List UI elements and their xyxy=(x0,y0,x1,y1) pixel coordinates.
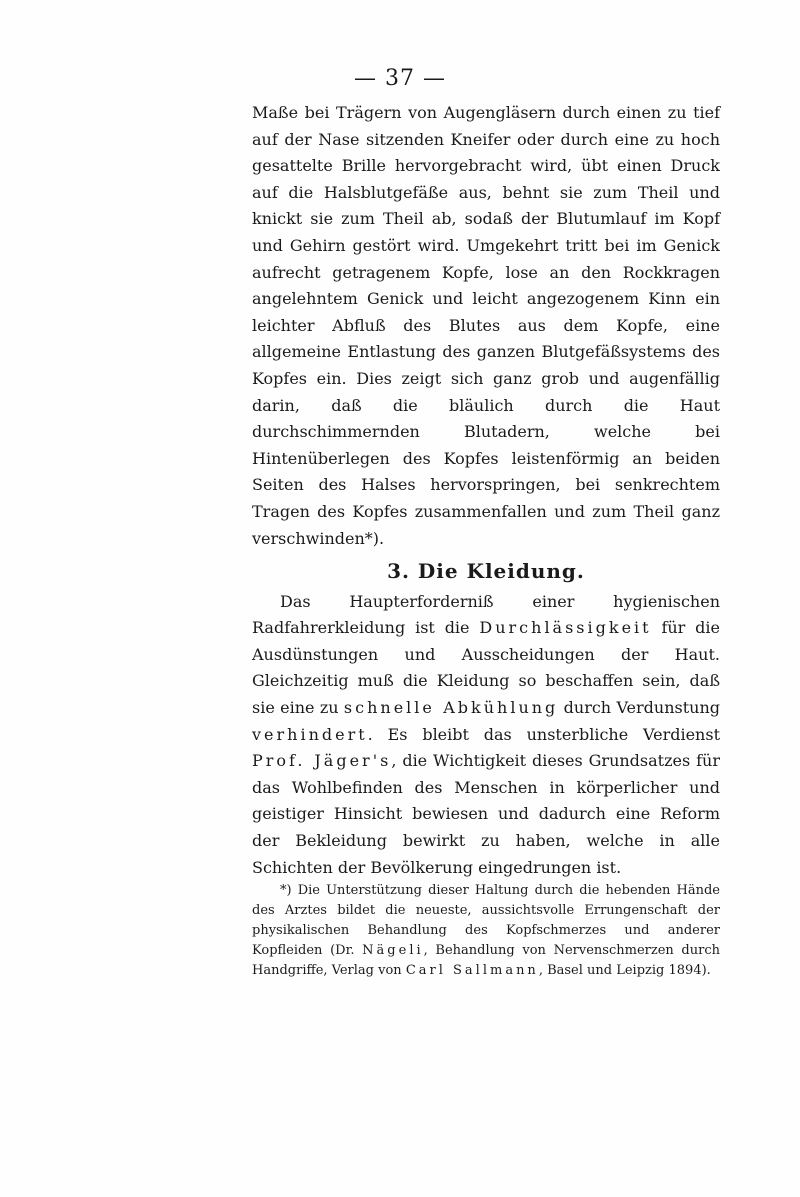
emphasis-schnelle-abkuehlung: schnelle Abkühlung xyxy=(343,698,559,718)
footnote-text: , Basel und Leipzig 1894). xyxy=(538,963,711,979)
text-run: . Es bleibt das unsterbliche Verdienst xyxy=(367,724,720,744)
text-run: durch Verdunstung xyxy=(558,698,720,718)
text-run: für die Ausdünstungen und Ausscheidungen der Haut. Gleichzeitig muß die Kleidung so beschaffen sein, daß sie eine zu xyxy=(252,618,721,718)
footnote-author: Nägeli xyxy=(362,943,424,959)
paragraph-continued: Maße bei Trägern von Augengläsern durch einen zu tief auf der Nase sitzenden Kneifer oder durch eine zu hoch gesattelte Brille hervorgebracht wird, übt einen Druck auf die Halsblutgefäße aus, behnt sie zum Theil und knickt sie zum Theil ab, sodaß der Blutumlauf im Kopf und Gehirn gestört wird. Umgekehrt tritt bei im Genick aufrecht getragenem Kopfe, lose an den Rockkragen angelehntem Genick und leicht angezogenem Kinn ein leichter Abfluß des Blutes aus dem Kopfe, eine allgemeine Entlastung des ganzen Blutgefäßsystems des Kopfes ein. Dies zeigt sich ganz grob und augenfällig darin, daß die bläulich durch die Haut durchschimmernden Blutadern, welche bei Hintenüberlegen des Kopfes leistenförmig an beiden Seiten des Halses hervorspringen, bei senkrechtem Tragen des Kopfes zusammenfallen und zum Theil ganz verschwinden*). xyxy=(252,103,720,548)
emphasis-durchlaessigkeit: Durchlässigkeit xyxy=(479,618,652,638)
emphasis-prof-jaeger: Prof. Jäger's xyxy=(252,751,392,771)
footnote xyxy=(252,881,720,981)
page-number: — 37 — xyxy=(354,66,446,91)
emphasis-verhindert: verhindert xyxy=(252,724,368,744)
section-title: 3. Die Kleidung. xyxy=(387,559,585,584)
paragraph-clothing xyxy=(252,589,720,882)
text-run: Das Haupterforderniß einer hygienischen Radfahrerkleidung ist die xyxy=(252,591,720,638)
text-run: , die Wichtigkeit dieses Grundsatzes für das Wohlbefinden des Menschen in körperlicher und geistiger Hinsicht bewiesen und dadurch eine Reform der Bekleidung bewirkt zu haben, welche in alle Schichten der Bevölkerung eingedrungen ist. xyxy=(252,751,720,877)
page-body xyxy=(252,100,720,981)
footnote-text: , Behandlung von Nervenschmerzen durch Handgriffe, Verlag von xyxy=(252,943,720,979)
footnote-text: *) Die Unterstützung dieser Haltung durch die hebenden Hände des Arztes bildet die neueste, aussichtsvolle Errungenschaft der physikalischen Behandlung des Kopfschmerzes und anderer Kopfleiden (Dr. xyxy=(252,883,720,959)
footnote-publisher: Carl Sallmann xyxy=(405,963,539,979)
